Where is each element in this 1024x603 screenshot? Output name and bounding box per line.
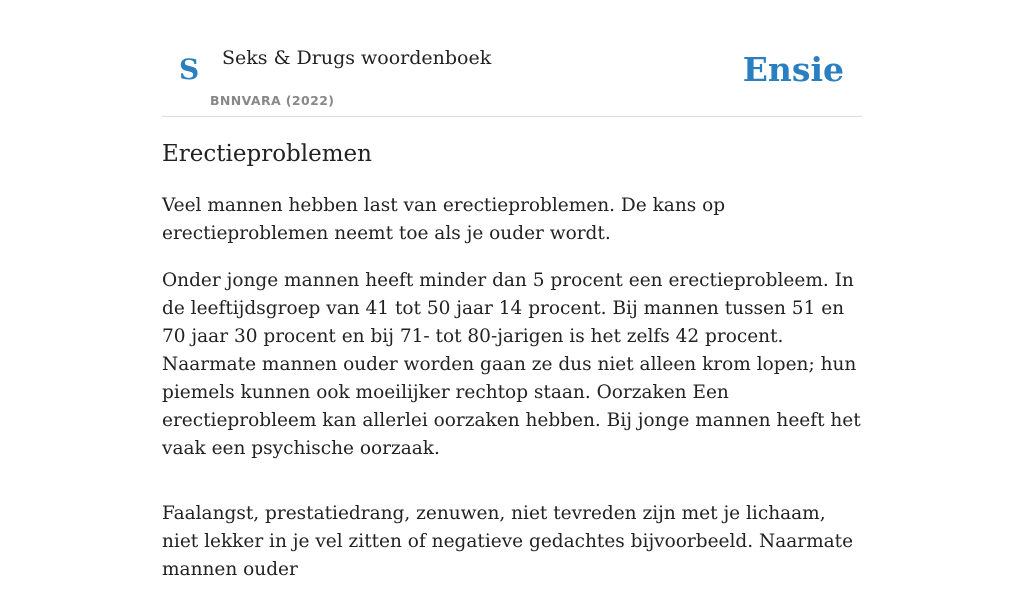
entry-title: Erectieproblemen	[162, 141, 372, 167]
paragraph-1: Veel mannen hebben last van erectieproblemen. De kans op erectieproblemen neemt toe als je ouder wordt.	[162, 195, 726, 244]
dictionary-logo[interactable]: S	[179, 53, 200, 86]
paragraph-3: Faalangst, prestatiedrang, zenuwen, niet tevreden zijn met je lichaam, niet lekker in je vel zitten of negatieve gedachtes bijvoorbeeld. Naarmate mannen ouder	[162, 503, 854, 580]
dictionary-source: BNNVARA (2022)	[210, 93, 335, 108]
ensie-logo[interactable]: Ensie	[742, 50, 844, 89]
dictionary-header	[162, 0, 862, 117]
entry-body	[162, 192, 862, 603]
paragraph-2: Onder jonge mannen heeft minder dan 5 procent een erectieprobleem. In de leeftijdsgroep van 41 tot 50 jaar 14 procent. Bij mannen tussen 51 en 70 jaar 30 procent en bij 71- tot 80-jarigen is het zelfs 42 procent. Naarmate mannen ouder worden gaan ze dus niet alleen krom lopen; hun piemels kunnen ook moeilijker rechtop staan. Oorzaken Een erectieprobleem kan allerlei oorzaken hebben. Bij jonge mannen heeft het vaak een psychische oorzaak.	[162, 270, 861, 459]
dictionary-title[interactable]: Seks & Drugs woordenboek	[222, 47, 492, 69]
